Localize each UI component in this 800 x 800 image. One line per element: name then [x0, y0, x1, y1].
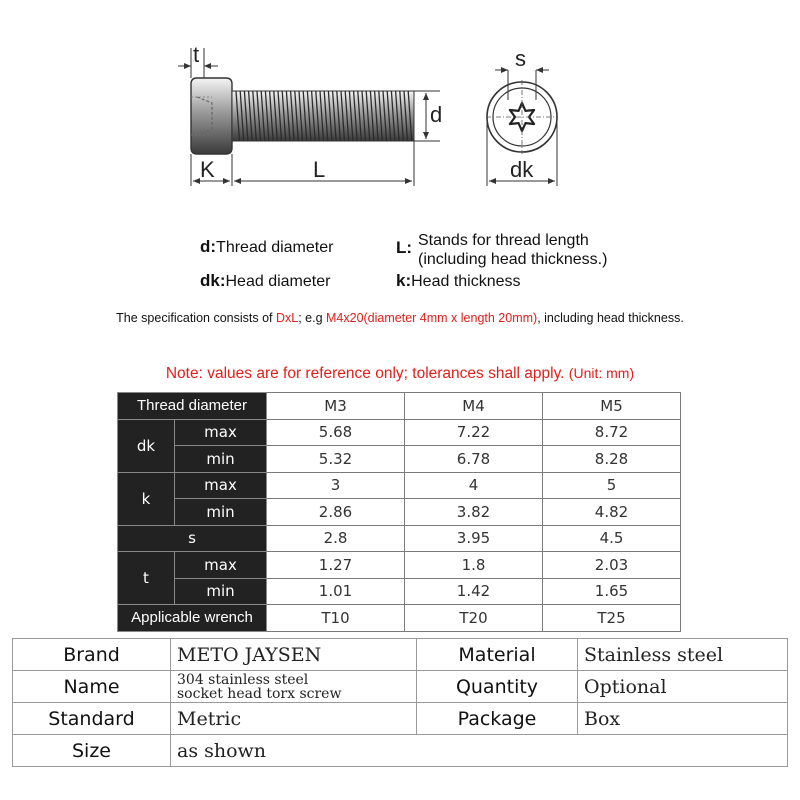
value-cell: 1.42 — [405, 578, 543, 605]
value-cell: 8.72 — [543, 419, 681, 446]
screw-head — [191, 78, 232, 154]
value-cell: 1.01 — [267, 578, 405, 605]
screw-dimension-drawing — [0, 0, 800, 200]
quantity-value: Optional — [578, 671, 788, 703]
value-cell: 1.65 — [543, 578, 681, 605]
table-row — [118, 472, 681, 499]
table-row — [118, 578, 681, 605]
size-value: as shown — [171, 735, 788, 767]
value-cell: 2.03 — [543, 552, 681, 579]
value-cell: 1.27 — [267, 552, 405, 579]
l-label: L — [313, 157, 326, 182]
table-row — [13, 639, 788, 671]
k-row-label: k — [118, 472, 175, 525]
size-label: Size — [13, 735, 171, 767]
value-cell: 4 — [405, 472, 543, 499]
d-label: d — [430, 102, 443, 127]
t-dimension — [178, 42, 218, 78]
value-cell: 5.32 — [267, 446, 405, 473]
dk-label: dk — [510, 157, 534, 182]
material-value: Stainless steel — [578, 639, 788, 671]
max-label: max — [175, 472, 267, 499]
value-cell: 4.82 — [543, 499, 681, 526]
table-row — [118, 525, 681, 552]
value-cell: T10 — [267, 605, 405, 632]
value-cell: 2.86 — [267, 499, 405, 526]
size-cell: M4 — [405, 393, 543, 420]
name-value: 304 stainless steel socket head torx screw — [171, 671, 417, 703]
table-row — [118, 393, 681, 420]
product-info-table — [12, 638, 788, 767]
d-dimension — [414, 91, 443, 141]
k-label: K — [200, 157, 215, 182]
value-cell: 3.82 — [405, 499, 543, 526]
standard-label: Standard — [13, 703, 171, 735]
value-cell: 5.68 — [267, 419, 405, 446]
min-label: min — [175, 578, 267, 605]
value-cell: T25 — [543, 605, 681, 632]
size-cell: M5 — [543, 393, 681, 420]
size-cell: M3 — [267, 393, 405, 420]
material-label: Material — [417, 639, 578, 671]
table-row — [118, 499, 681, 526]
max-label: max — [175, 552, 267, 579]
package-value: Box — [578, 703, 788, 735]
thread-diameter-header: Thread diameter — [118, 393, 267, 420]
value-cell: 2.8 — [267, 525, 405, 552]
standard-value: Metric — [171, 703, 417, 735]
dimension-table — [117, 392, 681, 632]
value-cell: 3.95 — [405, 525, 543, 552]
min-label: min — [175, 499, 267, 526]
screw-thread — [232, 91, 414, 141]
package-label: Package — [417, 703, 578, 735]
t-label: t — [193, 42, 200, 67]
value-cell: 1.8 — [405, 552, 543, 579]
name-label: Name — [13, 671, 171, 703]
s-label: s — [515, 46, 526, 71]
max-label: max — [175, 419, 267, 446]
min-label: min — [175, 446, 267, 473]
screw-head-top-view — [486, 80, 558, 154]
legend-k: k:Head thickness — [396, 271, 521, 290]
brand-label: Brand — [13, 639, 171, 671]
brand-value: METO JAYSEN — [171, 639, 417, 671]
table-row — [118, 605, 681, 632]
value-cell: T20 — [405, 605, 543, 632]
table-row — [118, 419, 681, 446]
value-cell: 8.28 — [543, 446, 681, 473]
value-cell: 7.22 — [405, 419, 543, 446]
value-cell: 4.5 — [543, 525, 681, 552]
quantity-label: Quantity — [417, 671, 578, 703]
legend-d: d:Thread diameter — [200, 237, 334, 256]
legend-dk: dk:Head diameter — [200, 271, 331, 290]
dk-row-label: dk — [118, 419, 175, 472]
table-row — [13, 671, 788, 703]
value-cell: 6.78 — [405, 446, 543, 473]
specification-line: The specification consists of DxL; e.g M4x20(diameter 4mm x length 20mm), including head thickness. — [116, 311, 684, 325]
s-row-label: s — [118, 525, 267, 552]
wrench-row-label: Applicable wrench — [118, 605, 267, 632]
value-cell: 3 — [267, 472, 405, 499]
value-cell: 5 — [543, 472, 681, 499]
reference-note: Note: values are for reference only; tolerances shall apply. (Unit: mm) — [165, 365, 635, 382]
t-row-label: t — [118, 552, 175, 605]
table-row — [13, 735, 788, 767]
table-row — [118, 552, 681, 579]
table-row — [118, 446, 681, 473]
table-row — [13, 703, 788, 735]
